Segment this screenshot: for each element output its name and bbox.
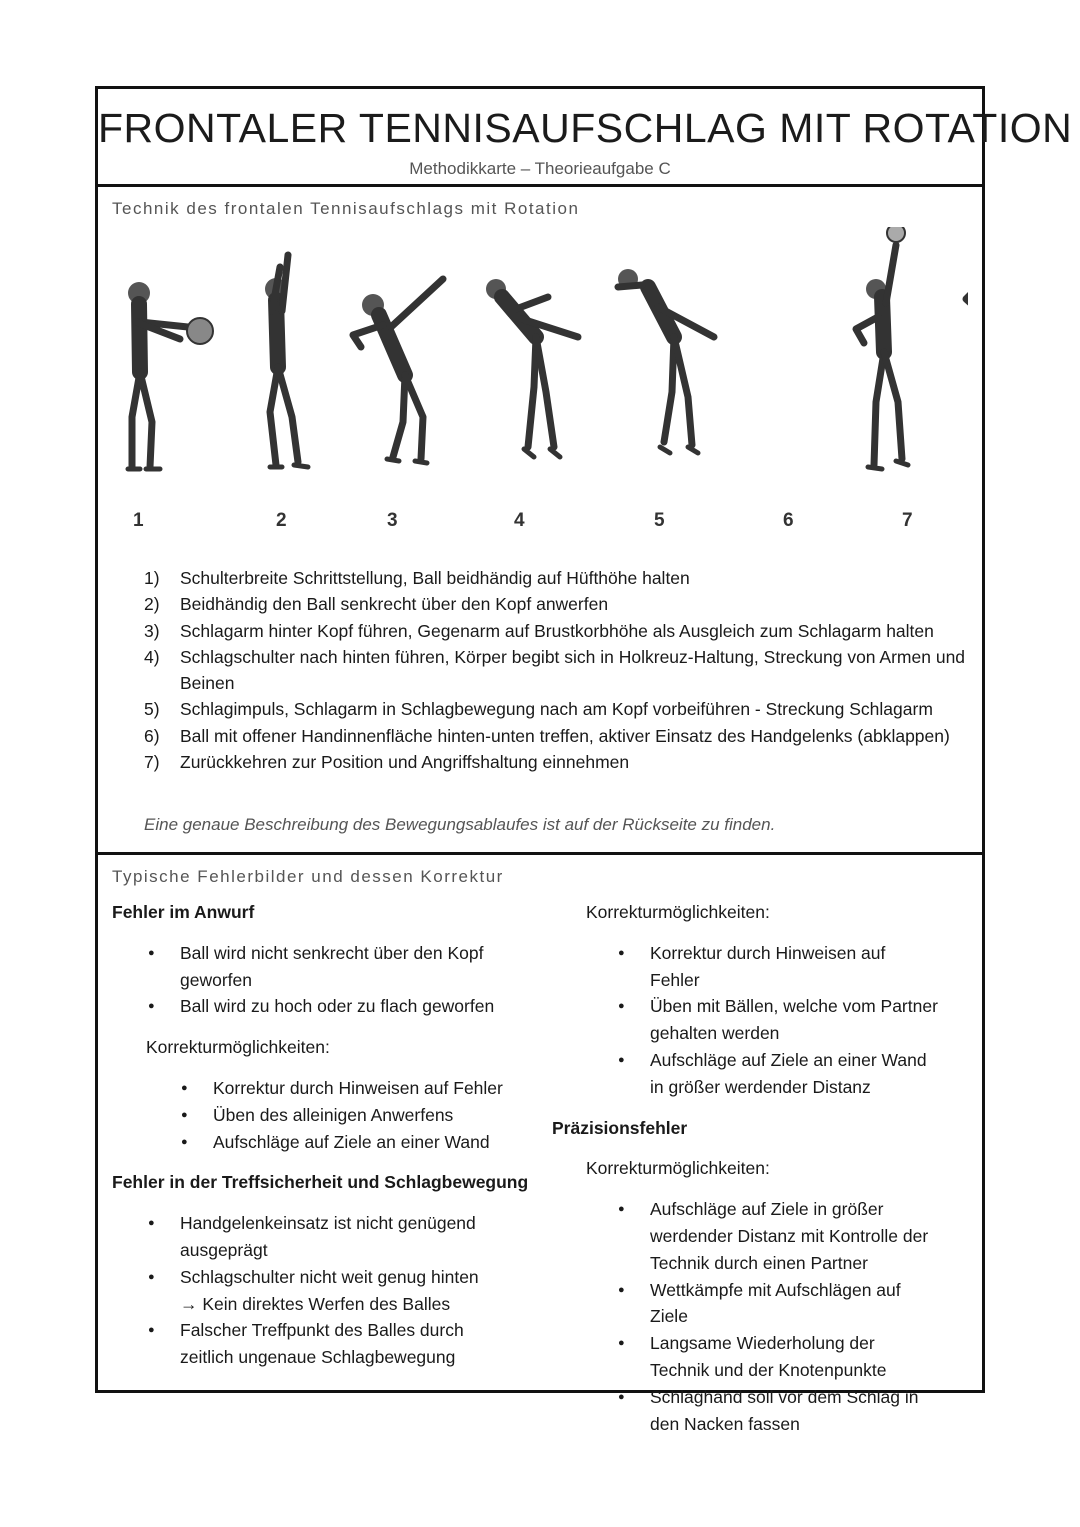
figure-6	[856, 227, 908, 469]
list-item: ● Falscher Treffpunkt des Balles durch zeitlich ungenaue Schlagbewegung	[148, 1317, 488, 1371]
technique-step: 7) Zurückkehren zur Position und Angriffshaltung einnehmen	[144, 752, 630, 773]
figure-number-2: 2	[276, 510, 287, 531]
errors-left-column	[112, 899, 542, 1371]
anwurf-error-list	[148, 940, 508, 1020]
technique-step: 5) Schlagimpuls, Schlagarm in Schlagbewegung nach am Kopf vorbeiführen - Streckung Schlagarm	[144, 699, 933, 720]
backside-note: Eine genaue Beschreibung des Bewegungsablaufes ist auf der Rückseite zu finden.	[144, 815, 776, 834]
errors-section-label: Typische Fehlerbilder und dessen Korrektur	[112, 867, 504, 886]
list-item: ● Aufschläge auf Ziele an einer Wand in größer werdender Distanz	[618, 1047, 938, 1101]
anwurf-heading: Fehler im Anwurf	[112, 902, 255, 922]
technique-step: 4) Schlagschulter nach hinten führen, Körper begibt sich in Holkreuz-Haltung, Streckung von Armen und Beinen	[144, 646, 966, 694]
list-item: ● Aufschläge auf Ziele in größer werdender Distanz mit Kontrolle der Technik durch einen Partner	[618, 1196, 938, 1276]
technique-steps-list	[144, 565, 974, 775]
figure-number-7: 7	[902, 510, 913, 531]
figure-number-1: 1	[133, 510, 144, 531]
list-item: ● Ball wird nicht senkrecht über den Kopf geworfen	[148, 940, 508, 994]
anwurf-korrektur-label: Korrekturmöglichkeiten:	[146, 1037, 330, 1058]
list-item: ● Üben des alleinigen Anwerfens	[181, 1102, 542, 1129]
page-subtitle: Methodikkarte – Theorieaufgabe C	[409, 159, 671, 178]
figure-number-6: 6	[783, 510, 794, 531]
praez-heading: Präzisionsfehler	[552, 1117, 688, 1138]
list-item: ● Korrektur durch Hinweisen auf Fehler	[181, 1075, 542, 1102]
list-item: ● Schlagschulter nicht weit genug hinten → Kein direktes Werfen des Balles	[148, 1264, 488, 1318]
figure-3	[353, 279, 443, 463]
list-item: ● Wettkämpfe mit Aufschlägen auf Ziele	[618, 1277, 938, 1331]
list-item: ● Üben mit Bällen, welche vom Partner gehalten werden	[618, 993, 938, 1047]
errors-right-column	[552, 899, 972, 1437]
figure-2	[265, 255, 308, 467]
page-title: FRONTALER TENNISAUFSCHLAG MIT ROTATION	[98, 105, 1073, 151]
figure-7	[966, 287, 968, 467]
list-item: ● Korrektur durch Hinweisen auf Fehler	[618, 940, 938, 994]
figure-number-3: 3	[387, 510, 398, 531]
treff-korrektur-list	[618, 940, 938, 1101]
serve-sequence-illustration	[118, 227, 968, 527]
technique-step: 3) Schlagarm hinter Kopf führen, Gegenarm auf Brustkorbhöhe als Ausgleich zum Schlagarm halten	[144, 620, 934, 641]
figure-4	[486, 279, 578, 457]
list-item: ● Aufschläge auf Ziele an einer Wand	[181, 1129, 542, 1156]
method-card	[95, 86, 1073, 1434]
treff-heading: Fehler in der Treffsicherheit und Schlagbewegung	[112, 1172, 529, 1193]
treff-error-list	[148, 1210, 488, 1371]
card-header	[98, 89, 1073, 187]
figure-5	[618, 269, 714, 453]
list-item: ● Handgelenkeinsatz ist nicht genügend ausgeprägt	[148, 1210, 488, 1264]
figure-number-5: 5	[654, 510, 665, 531]
treff-korrektur-label: Korrekturmöglichkeiten:	[586, 902, 770, 922]
technique-section-label: Technik des frontalen Tennisaufschlags mit Rotation	[112, 199, 580, 218]
figure-number-4: 4	[514, 510, 525, 531]
figure-1	[128, 282, 213, 469]
list-item: ● Schlaghand soll vor dem Schlag in den Nacken fassen	[618, 1384, 938, 1438]
technique-section	[98, 187, 982, 855]
errors-section	[98, 855, 982, 1434]
anwurf-korrektur-list	[181, 1075, 542, 1155]
technique-step: 6) Ball mit offener Handinnenfläche hinten-unten treffen, aktiver Einsatz des Handgelenks (abklappen)	[144, 725, 950, 746]
praez-korrektur-list	[618, 1196, 938, 1437]
list-item: ● Langsame Wiederholung der Technik und der Knotenpunkte	[618, 1330, 938, 1384]
praez-korrektur-label: Korrekturmöglichkeiten:	[586, 1158, 770, 1179]
technique-step: 1) Schulterbreite Schrittstellung, Ball beidhändig auf Hüfthöhe halten	[144, 568, 690, 588]
list-item: ● Ball wird zu hoch oder zu flach geworfen	[148, 993, 508, 1020]
technique-step: 2) Beidhändig den Ball senkrecht über den Kopf anwerfen	[144, 594, 609, 615]
list-item-sub: → Kein direktes Werfen des Balles	[180, 1293, 451, 1314]
